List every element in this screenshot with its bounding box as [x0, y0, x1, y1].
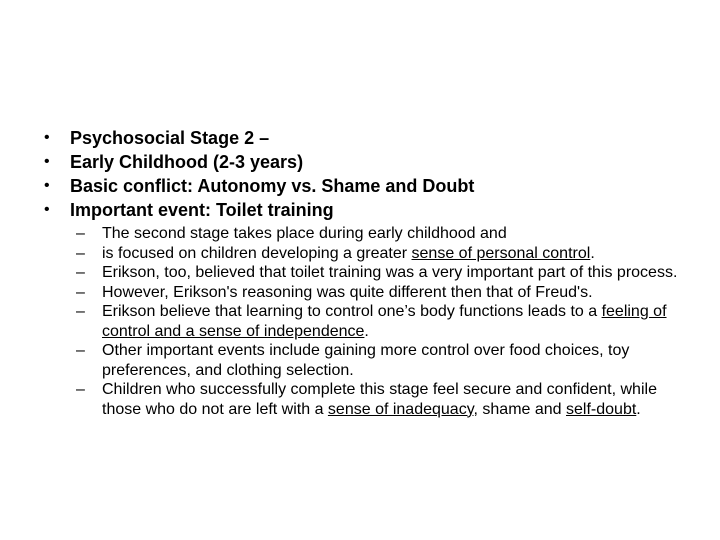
main-bullet-text: Early Childhood (2-3 years) — [70, 152, 304, 172]
underlined-phrase: sense of personal control — [411, 244, 591, 262]
main-bullet-list — [44, 126, 704, 222]
sub-bullet-item — [76, 380, 696, 419]
sub-bullet-item — [76, 224, 696, 244]
dash-icon: – — [76, 283, 85, 301]
dash-icon: – — [76, 303, 85, 320]
bullet-icon: • — [44, 177, 50, 194]
sub-bullet-item — [76, 283, 696, 303]
main-bullet-item — [44, 150, 704, 174]
sub-bullet-text-mid: shame and — [477, 400, 567, 418]
sub-bullet-text: is focused on children developing a greater — [102, 244, 412, 262]
main-bullet-item — [44, 198, 704, 222]
bullet-icon: • — [44, 201, 50, 218]
sub-bullet-item — [76, 341, 696, 380]
main-bullet-item — [44, 126, 704, 150]
sub-bullet-text: Erikson, too, believed that toilet training was a very important part of this process. — [102, 264, 678, 281]
sub-bullet-item — [76, 302, 696, 341]
sub-bullet-text: The second stage takes place during early childhood and — [102, 225, 507, 242]
sub-bullet-text: Erikson believe that learning to control one’s body functions leads to a — [102, 303, 602, 320]
underlined-phrase: sense of inadequacy, — [327, 400, 478, 418]
main-bullet-text: Basic conflict: Autonomy vs. Shame and Doubt — [70, 176, 475, 196]
dash-icon: – — [76, 264, 85, 281]
underlined-phrase: self-doubt — [566, 400, 637, 418]
sub-bullet-list — [76, 224, 696, 419]
sub-bullet-text: However, Erikson's reasoning was quite different then that of Freud's. — [102, 283, 593, 301]
sub-bullet-text-end: . — [364, 322, 369, 340]
dash-icon: – — [76, 244, 85, 262]
dash-icon: – — [76, 342, 85, 359]
bullet-icon: • — [44, 129, 50, 146]
sub-bullet-text: Other important events include gaining more control over food choices, toy preferences, and clothing selection. — [102, 342, 630, 379]
main-bullet-item — [44, 174, 704, 198]
sub-bullet-item — [76, 263, 696, 283]
main-bullet-text: Important event: Toilet training — [70, 200, 334, 220]
sub-bullet-text-end: . — [636, 400, 641, 418]
underlined-phrase: feeling of control and a sense of independence — [102, 303, 667, 340]
dash-icon: – — [76, 381, 85, 398]
sub-bullet-item — [76, 244, 696, 264]
sub-bullet-text-end: . — [590, 244, 595, 262]
dash-icon: – — [76, 225, 85, 242]
sub-bullet-text: Children who successfully complete this stage feel secure and confident, while those who do not are left with a — [102, 381, 657, 418]
main-bullet-text: Psychosocial Stage 2 – — [70, 128, 270, 148]
bullet-icon: • — [44, 153, 50, 170]
